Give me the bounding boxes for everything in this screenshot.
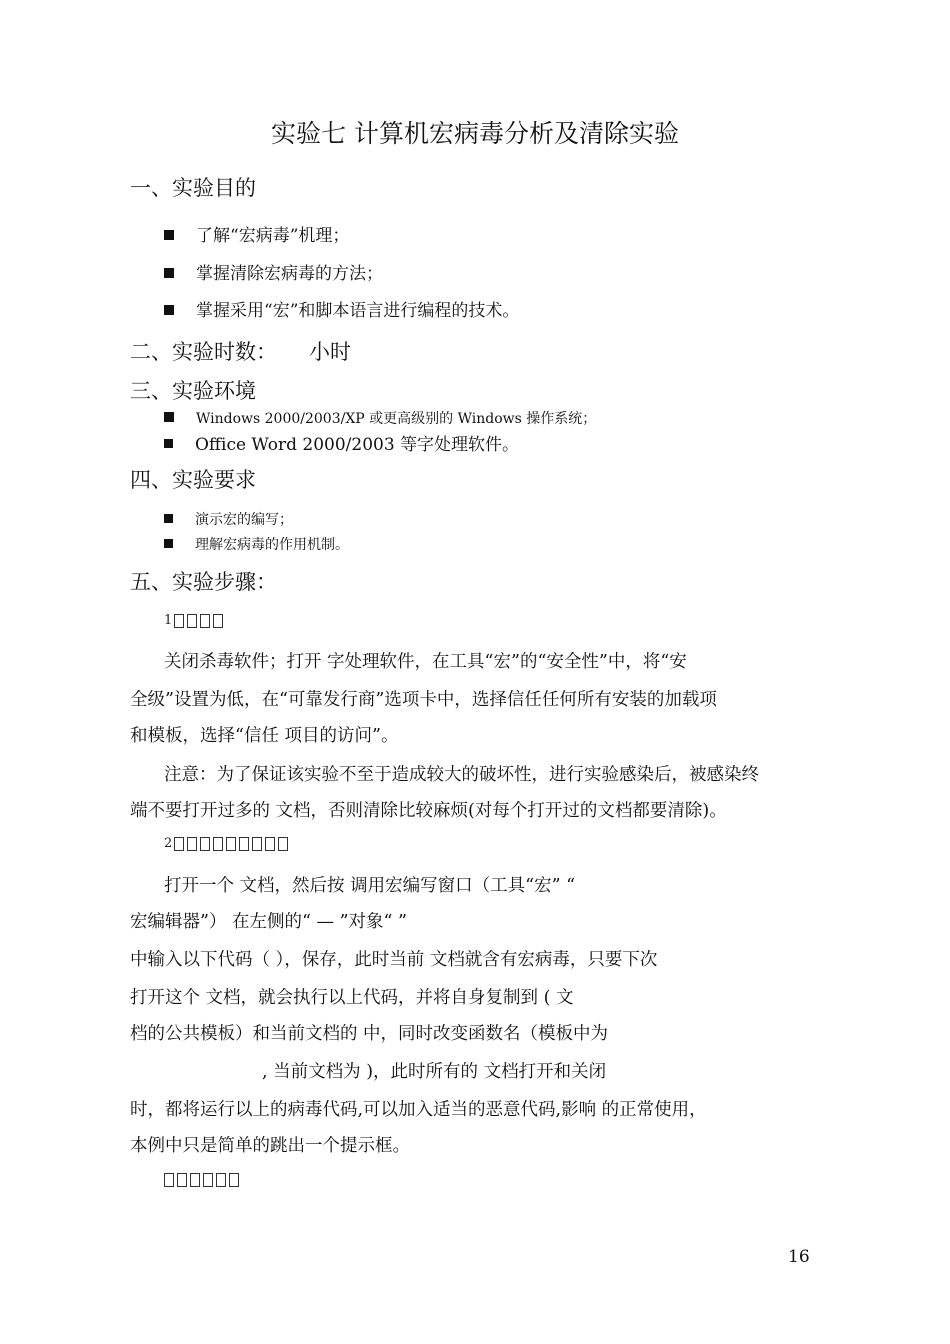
list-item: Office Word 2000/2003 等字处理软件。 bbox=[164, 430, 519, 455]
step-2-line: 时，都将运行以上的病毒代码,可以加入适当的恶意代码,影响 的正常使用， bbox=[130, 1100, 707, 1120]
bullet-square-icon bbox=[164, 230, 174, 240]
step-1-note: 注意：为了保证该实验不至于造成较大的破坏性，进行实验感染后，被感染终 bbox=[164, 765, 759, 785]
section-heading-hours: 二、实验时数： 小时 bbox=[130, 340, 351, 364]
step-1-label: 1 bbox=[164, 613, 226, 628]
list-item: Windows 2000/2003/XP 或更高级别的 Windows 操作系统； bbox=[164, 408, 596, 428]
list-item: 理解宏病毒的作用机制。 bbox=[164, 534, 349, 554]
step-1-line: 全级”设置为低，在“可靠发行商”选项卡中，选择信任任何所有安装的加载项 bbox=[130, 690, 717, 710]
list-item: 掌握采用“宏”和脚本语言进行编程的技术。 bbox=[164, 296, 519, 321]
bullet-square-icon bbox=[164, 412, 174, 422]
bullet-square-icon bbox=[164, 539, 173, 548]
step-1-line: 关闭杀毒软件；打开 字处理软件，在工具“宏”的“安全性”中，将“安 bbox=[164, 652, 687, 672]
bullet-square-icon bbox=[164, 305, 174, 315]
section-heading-steps: 五、实验步骤： bbox=[130, 570, 277, 594]
step-2-line: 本例中只是简单的跳出一个提示框。 bbox=[130, 1136, 410, 1156]
hours-value: 小时 bbox=[309, 340, 351, 364]
step-2-line: , 当前文档为 )，此时所有的 文档打开和关闭 bbox=[262, 1062, 607, 1082]
bullet-square-icon bbox=[164, 268, 174, 278]
step-2-label: 2 bbox=[164, 836, 291, 851]
step-1-note: 端不要打开过多的 文档，否则清除比较麻烦(对每个打开过的文档都要清除)。 bbox=[130, 801, 727, 821]
section-heading-requirements: 四、实验要求 bbox=[130, 468, 256, 492]
list-item: 了解“宏病毒”机理； bbox=[164, 221, 349, 246]
bullet-square-icon bbox=[164, 439, 173, 448]
list-item: 掌握清除宏病毒的方法； bbox=[164, 259, 383, 284]
bullet-square-icon bbox=[164, 514, 173, 523]
section-heading-objectives: 一、实验目的 bbox=[130, 176, 256, 200]
step-2-line: 中输入以下代码（ ），保存，此时当前 文档就含有宏病毒，只要下次 bbox=[130, 950, 658, 970]
step-2-line: 打开一个 文档，然后按 调用宏编写窗口（工具“宏” “ bbox=[164, 876, 576, 896]
step-2-line: 宏编辑器”） 在左侧的“ — ”对象“ ” bbox=[130, 912, 407, 932]
page-number: 16 bbox=[788, 1247, 810, 1267]
section-heading-environment: 三、实验环境 bbox=[130, 379, 256, 403]
page-title: 实验七 计算机宏病毒分析及清除实验 bbox=[271, 119, 679, 148]
list-item: 演示宏的编写； bbox=[164, 509, 293, 529]
step-3-label bbox=[164, 1172, 242, 1187]
step-2-line: 打开这个 文档，就会执行以上代码，并将自身复制到 ( 文 bbox=[130, 988, 574, 1008]
step-2-line: 档的公共模板）和当前文档的 中，同时改变函数名（模板中为 bbox=[130, 1024, 609, 1044]
step-1-line: 和模板，选择“信任 项目的访问”。 bbox=[130, 726, 399, 746]
